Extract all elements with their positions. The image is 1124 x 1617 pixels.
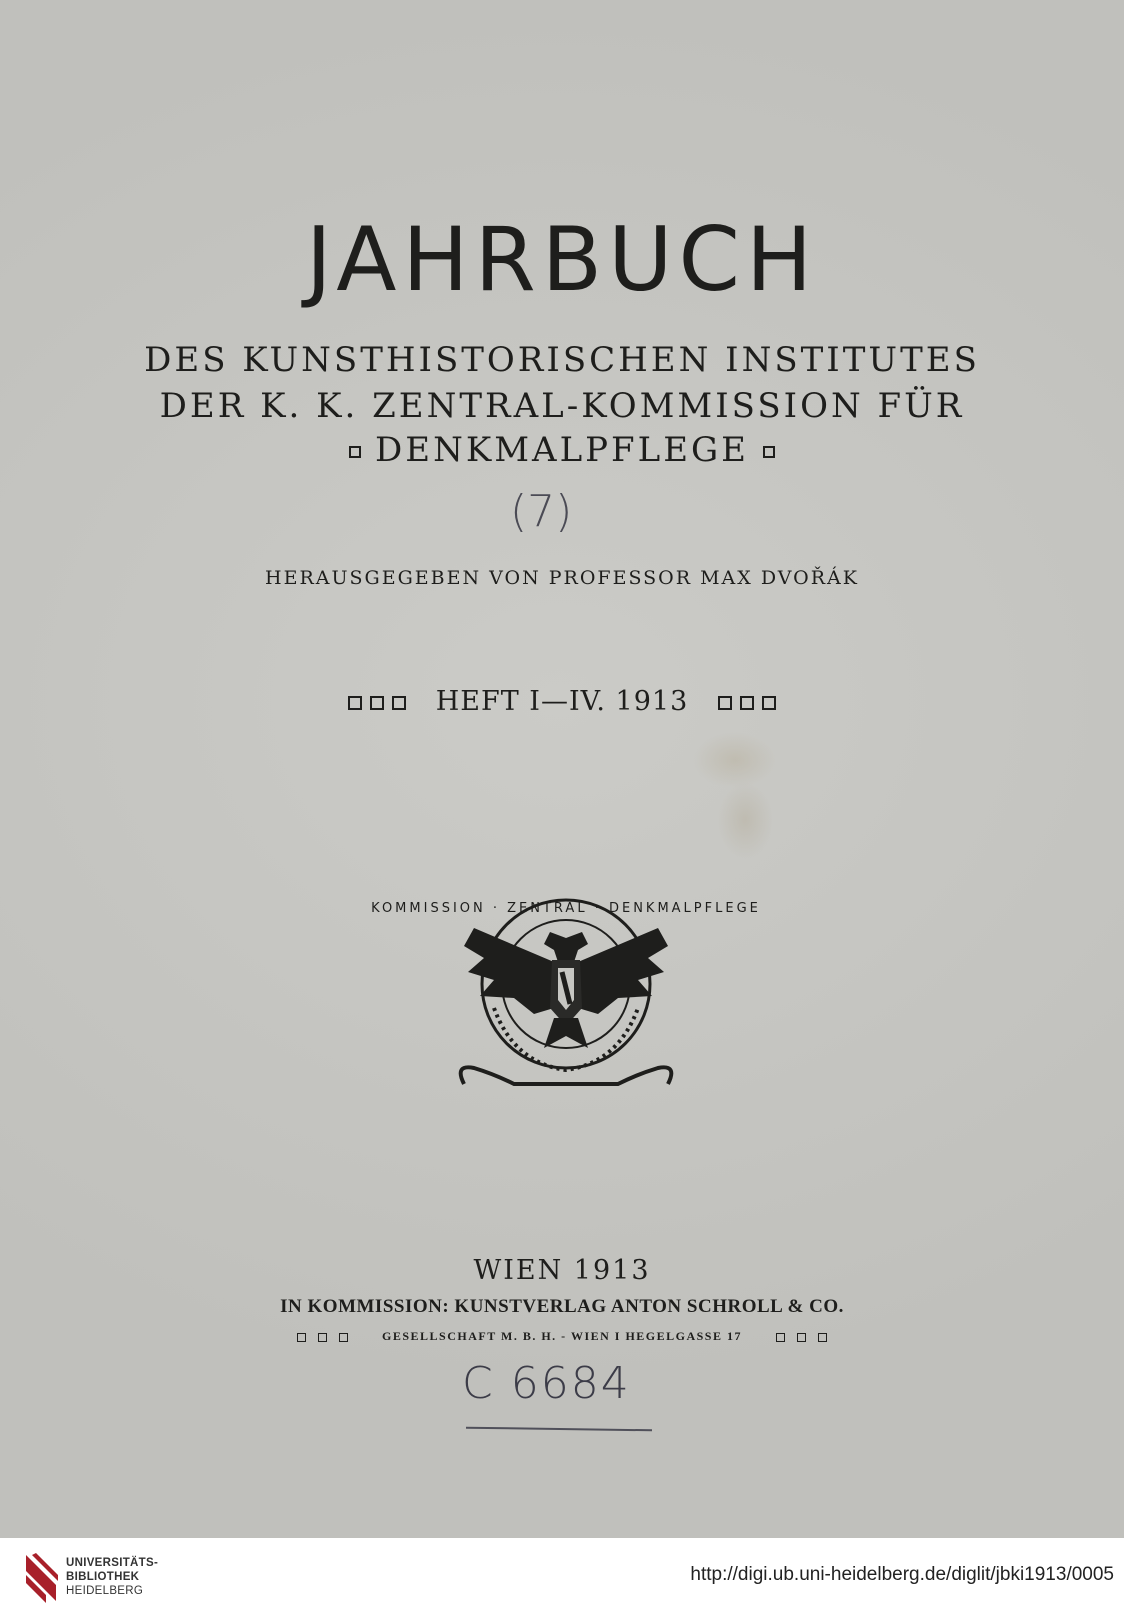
pencil-underline bbox=[466, 1427, 652, 1432]
square-ornament-icon bbox=[318, 1333, 327, 1342]
square-ornament-icon bbox=[763, 446, 775, 458]
library-footer bbox=[0, 1538, 1124, 1617]
square-ornament-icon bbox=[718, 696, 732, 710]
ub-heidelberg-logo-icon bbox=[22, 1549, 62, 1607]
subtitle-line-3-text: DENKMALPFLEGE bbox=[374, 430, 750, 470]
publisher-address bbox=[0, 1329, 1124, 1344]
square-ornament-icon bbox=[762, 696, 776, 710]
subtitle-line-1: DES KUNSTHISTORISCHEN INSTITUTES bbox=[144, 340, 980, 380]
handwritten-volume-number: (7) bbox=[510, 486, 573, 537]
square-ornament-icon bbox=[339, 1333, 348, 1342]
issue-line bbox=[0, 686, 1124, 717]
square-ornament-icon bbox=[776, 1333, 785, 1342]
square-ornament-icon bbox=[740, 696, 754, 710]
library-line-3: HEIDELBERG bbox=[66, 1585, 144, 1597]
city-year: WIEN 1913 bbox=[473, 1255, 651, 1286]
library-name bbox=[66, 1556, 158, 1598]
square-ornament-icon bbox=[349, 446, 361, 458]
square-ornament-icon bbox=[797, 1333, 806, 1342]
square-ornament-icon bbox=[818, 1333, 827, 1342]
address-text: GESELLSCHAFT M. B. H. - WIEN I HEGELGASSE 17 bbox=[382, 1329, 742, 1343]
library-line-2: BIBLIOTHEK bbox=[66, 1571, 140, 1583]
handwritten-shelfmark: C 6684 bbox=[462, 1358, 631, 1409]
subtitle-line-2: DER K. K. ZENTRAL-KOMMISSION FÜR bbox=[159, 386, 965, 426]
square-ornament-icon bbox=[392, 696, 406, 710]
subtitle-line-3 bbox=[0, 430, 1124, 470]
publisher-line: IN KOMMISSION: KUNSTVERLAG ANTON SCHROLL & CO. bbox=[280, 1296, 844, 1317]
issue-text: HEFT I—IV. 1913 bbox=[435, 686, 689, 717]
square-ornament-icon bbox=[370, 696, 384, 710]
commission-seal bbox=[371, 888, 761, 1096]
journal-title: JAHRBUCH bbox=[305, 208, 819, 311]
square-ornament-icon bbox=[297, 1333, 306, 1342]
editor-line: HERAUSGEGEBEN VON PROFESSOR MAX DVOŘÁK bbox=[265, 567, 859, 589]
library-line-1: UNIVERSITÄTS- bbox=[66, 1557, 159, 1569]
square-ornament-icon bbox=[348, 696, 362, 710]
permalink-url[interactable]: http://digi.ub.uni-heidelberg.de/diglit/jbki1913/0005 bbox=[690, 1564, 1114, 1585]
seal-ring-text: KOMMISSION · ZENTRAL · DENKMALPFLEGE bbox=[371, 901, 761, 916]
